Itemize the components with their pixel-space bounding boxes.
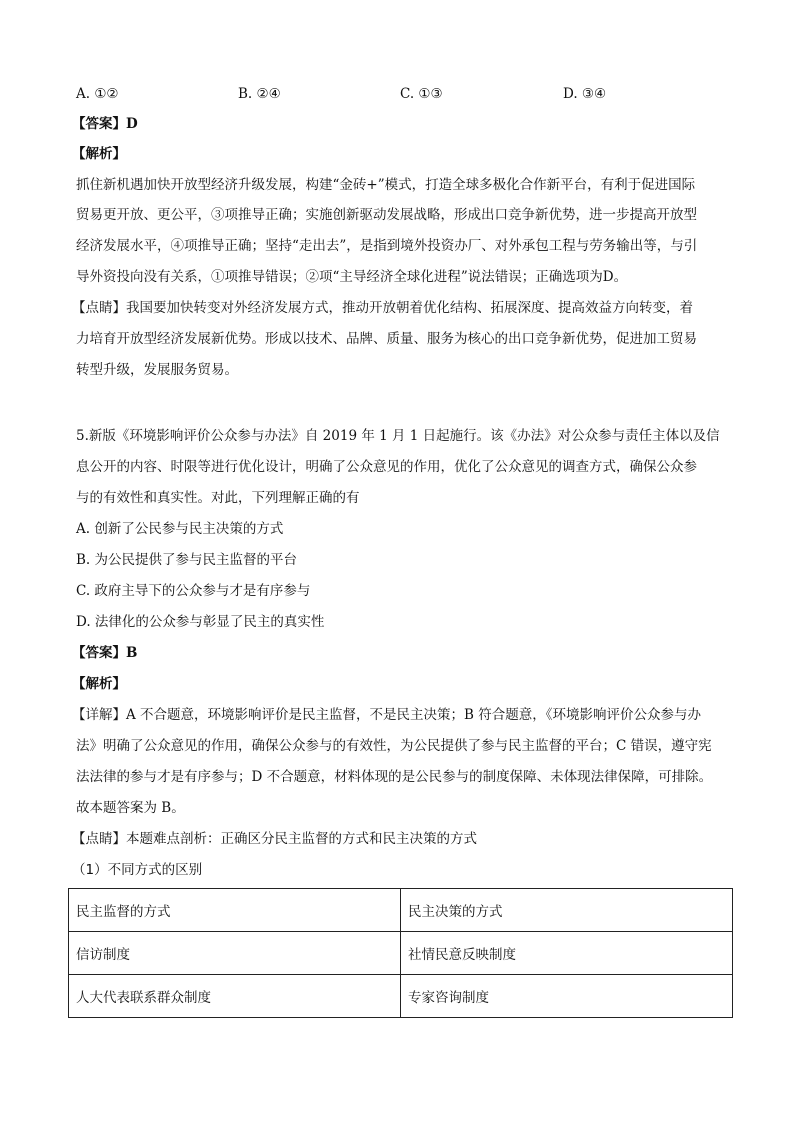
q4-option-b: B. ②④ <box>238 86 281 102</box>
q4-comment-line: 转型升级，发展服务贸易。 <box>76 362 238 378</box>
q4-analysis-line: 抓住新机遇加快开放型经济升级发展，构建“金砖+”模式，打造全球多极化合作新平台，有利于促进国际 <box>76 177 696 193</box>
q5-stem-line: 与的有效性和真实性。对此，下列理解正确的有 <box>76 490 360 506</box>
q5-answer: 【答案】B <box>72 645 138 661</box>
q4-option-a: A. ①② <box>76 86 119 102</box>
table-cell: 社情民意反映制度 <box>401 932 733 975</box>
q4-option-c: C. ①③ <box>400 86 443 102</box>
q4-analysis-line: 导外资投向没有关系，①项推导错误；②项“主导经济全球化进程”说法错误；正确选项为D。 <box>76 269 628 285</box>
q5-subheading: （1）不同方式的区别 <box>72 862 203 878</box>
q4-answer: 【答案】D <box>72 116 138 132</box>
table-row <box>69 932 733 975</box>
q4-analysis-line: 经济发展水平，④项推导正确；坚持“走出去”，是指到境外投资办厂、对外承包工程与劳务输出等，与引 <box>76 238 698 254</box>
q5-option-b: B. 为公民提供了参与民主监督的平台 <box>76 552 298 568</box>
q5-detail-line: 故本题答案为 B。 <box>76 800 185 816</box>
table-cell: 民主决策的方式 <box>401 889 733 932</box>
q5-detail-line: 法法律的参与才是有序参与；D 不合题意，材料体现的是公民参与的制度保障、未体现法律保障，可排除。 <box>76 769 713 785</box>
q4-comment-line: 力培育开放型经济发展新优势。形成以技术、品牌、质量、服务为核心的出口竞争新优势，促进加工贸易 <box>76 331 697 347</box>
q4-analysis-line: 贸易更开放、更公平，③项推导正确；实施创新驱动发展战略，形成出口竞争新优势，进一步提高开放型 <box>76 207 697 223</box>
q4-comment-line: 【点睛】我国要加快转变对外经济发展方式，推动开放朝着优化结构、拓展深度、提高效益方向转变，着 <box>72 300 693 316</box>
q5-option-d: D. 法律化的公众参与彰显了民主的真实性 <box>76 614 325 630</box>
q4-option-d: D. ③④ <box>563 86 607 102</box>
table-row <box>69 975 733 1018</box>
q5-detail-line: 【详解】A 不合题意，环境影响评价是民主监督，不是民主决策；B 符合题意，《环境影响评价公众参与办 <box>72 707 702 723</box>
table-cell: 专家咨询制度 <box>401 975 733 1018</box>
q4-analysis-label: 【解析】 <box>72 146 126 162</box>
q5-comment: 【点睛】本题难点剖析：正确区分民主监督的方式和民主决策的方式 <box>72 831 477 847</box>
table-cell: 民主监督的方式 <box>69 889 401 932</box>
table-cell: 信访制度 <box>69 932 401 975</box>
q5-stem-line: 5.新版《环境影响评价公众参与办法》自 2019 年 1 月 1 日起施行。该《办法》对公众参与责任主体以及信 <box>76 428 720 444</box>
table-cell: 人大代表联系群众制度 <box>69 975 401 1018</box>
q5-stem-line: 息公开的内容、时限等进行优化设计，明确了公众意见的作用，优化了公众意见的调查方式，确保公众参 <box>76 459 697 475</box>
table-row <box>69 889 733 932</box>
q5-option-a: A. 创新了公民参与民主决策的方式 <box>76 521 284 537</box>
q4-options <box>76 84 726 104</box>
comparison-table <box>68 888 733 1018</box>
q5-option-c: C. 政府主导下的公众参与才是有序参与 <box>76 583 311 599</box>
q5-analysis-label: 【解析】 <box>72 676 126 692</box>
q5-detail-line: 法》明确了公众意见的作用，确保公众参与的有效性，为公民提供了参与民主监督的平台；C 错误，遵守宪 <box>76 738 712 754</box>
